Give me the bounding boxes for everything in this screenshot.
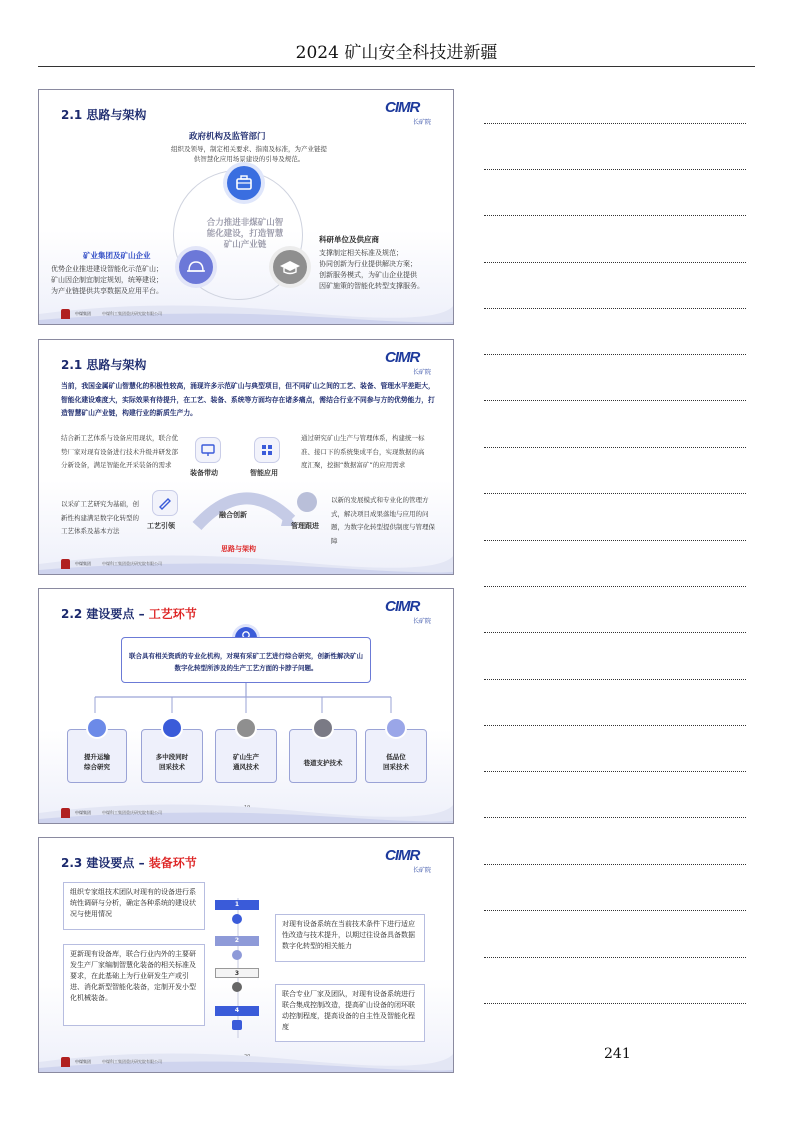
item-card-3: 矿山生产 通风技术 — [215, 729, 277, 783]
company-logo-icon — [61, 559, 70, 569]
cycle-arrow — [189, 480, 299, 530]
helmet-icon-circle — [179, 250, 213, 284]
step-icon-3 — [232, 982, 242, 992]
step-icon-4 — [232, 1020, 242, 1030]
note-line — [484, 493, 746, 494]
process-icon-box — [152, 490, 178, 516]
slide-title: 2.3 建设要点 – 装备环节 — [61, 856, 197, 870]
mgmt-label: 管理跟进 — [291, 522, 319, 530]
note-line — [484, 169, 746, 170]
note-line — [484, 771, 746, 772]
slide-title: 2.2 建设要点 – 工艺环节 — [61, 607, 197, 621]
step-icon-1 — [232, 914, 242, 924]
right-list: 支撑制定相关标准及规范； 协同创新为行业提供解决方案； 创新服务模式，为矿山企业提供 因矿施策的智能化转型支撑服务。 — [319, 249, 424, 290]
note-line — [484, 864, 746, 865]
page-header: 2024 矿山安全科技进新疆 — [295, 43, 498, 63]
left-list: 优势企业推进建设智能化示范矿山； 矿山因企制宜制定规划，统筹建设； 为产业链提供共享数据及应用平台。 — [51, 265, 163, 295]
note-line — [484, 215, 746, 216]
cimr-logo: CIMR 长矿院 — [385, 847, 431, 874]
briefcase-icon-circle — [227, 166, 261, 200]
note-line — [484, 586, 746, 587]
note-line — [484, 262, 746, 263]
note-line — [484, 957, 746, 958]
item-card-5: 低品位 回采技术 — [365, 729, 427, 783]
top-right-text: 通过研究矿山生产与管理体系，构建统一标准、接口下的系统集成平台，实现数据的高度汇聚，挖掘“数据富矿”的应用需求 — [301, 434, 425, 469]
slide-footer: 中煤集团 中煤科工集团重庆研究院有限公司 — [61, 808, 162, 818]
slide-title: 2.1 思路与架构 — [61, 358, 147, 372]
left-heading: 矿业集团及矿山企业 — [83, 251, 151, 260]
header-rule — [38, 66, 755, 67]
fusion-label: 融合创新 — [219, 511, 247, 519]
note-line — [484, 540, 746, 541]
note-line — [484, 725, 746, 726]
bottom-right-text: 以新的发展模式和专业化的管理方式，解决项目成果落地与应用的问题，为数字化转型提供制度与管理保障 — [331, 496, 435, 545]
slide-3 — [38, 588, 454, 824]
item-card-2: 多中段同时 回采技术 — [141, 729, 203, 783]
slide-footer: 中煤集团 中煤科工集团重庆研究院有限公司 — [61, 559, 162, 569]
note-line — [484, 123, 746, 124]
drill-icon — [153, 491, 177, 515]
slide-footer: 中煤集团 中煤科工集团重庆研究院有限公司 — [61, 309, 162, 319]
cimr-logo: CIMR 长矿院 — [385, 598, 431, 625]
slide-2 — [38, 339, 454, 575]
bottom-left-text: 以采矿工艺研究为基础，创新性构建满足数字化转型的工艺体系及基本方法 — [61, 500, 139, 535]
slide-4 — [38, 837, 454, 1073]
note-line — [484, 632, 746, 633]
item-icon-1 — [86, 717, 108, 739]
right-heading: 科研单位及供应商 — [319, 235, 379, 244]
helmet-icon — [179, 250, 213, 284]
step-4: 4 — [215, 1006, 259, 1016]
top-text: 组织及领导，制定相关要求、指南及标准，为产业链提供智慧化应用场景建设的引导及规范。 — [171, 145, 327, 163]
box-4: 联合专业厂家及团队，对现有设备系统进行联合集成控制改造，提高矿山设备的闭环联动控制程度，提高设备的自主性及智能化程度 — [275, 984, 425, 1042]
note-line — [484, 910, 746, 911]
note-line — [484, 817, 746, 818]
note-line — [484, 447, 746, 448]
step-1: 1 — [215, 900, 259, 910]
box-2: 对现有设备系统在当前技术条件下进行适应性改造与技术提升，以期过往设备具备数据数字化转型的相关能力 — [275, 914, 425, 962]
top-heading: 政府机构及监管部门 — [189, 132, 266, 142]
top-left-text: 结合新工艺体系与设备应用现状，联合优势厂家对现有设备进行技术升级并研发部分新设备，满足智能化开采装备的需求 — [61, 434, 178, 469]
mgmt-icon-circle — [297, 492, 317, 512]
cimr-logo: CIMR 长矿院 — [385, 349, 431, 376]
note-line — [484, 308, 746, 309]
item-icon-2 — [161, 717, 183, 739]
equipment-icon-box — [195, 437, 221, 463]
step-2: 2 — [215, 936, 259, 946]
box-1: 组织专家组技术团队对现有的设备进行系统性调研与分析，确定各种系统的建设状况与使用情况 — [63, 882, 205, 930]
center-text: 合力推进非煤矿山智能化建设，打造智慧矿山产业链 — [206, 218, 284, 250]
smart-label: 智能应用 — [250, 469, 278, 477]
smart-icon-box — [254, 437, 280, 463]
box-3: 更新现有设备库，联合行业内外的主要研发生产厂家编制智慧化装备的相关标准及要求，在此基础上为行业研发生产或引进、消化新型智能化装备，定制开发小型化机械装备。 — [63, 944, 205, 1026]
step-icon-2 — [232, 950, 242, 960]
cimr-logo: CIMR 长矿院 — [385, 99, 431, 126]
company-logo-icon — [61, 1057, 70, 1067]
slide-footer: 中煤集团 中煤科工集团重庆研究院有限公司 — [61, 1057, 162, 1067]
graduation-cap-icon — [273, 250, 307, 284]
step-3: 3 — [215, 968, 259, 978]
process-label: 工艺引领 — [147, 522, 175, 530]
note-line — [484, 354, 746, 355]
note-line — [484, 1003, 746, 1004]
item-icon-4 — [312, 717, 334, 739]
company-logo-icon — [61, 309, 70, 319]
main-box: 联合具有相关资质的专业化机构，对現有采矿工艺进行综合研究，创新性解决矿山数字化转型所涉及的生产工艺方面的卡脖子问题。 — [121, 637, 371, 683]
connector-lines — [39, 683, 454, 719]
bottom-label: 思路与架构 — [221, 545, 256, 553]
apps-icon — [255, 438, 279, 462]
company-logo-icon — [61, 808, 70, 818]
intro-text: 当前，我国金属矿山智慧化的积极性较高，涌现许多示范矿山与典型项目，但不同矿山之间的工艺、装备、管理水平差距大，智能化建设难度大，实际效果有待提升，在工艺、装备、系统等方面均存在诸多痛点，需结合行业不同参与方的优势能力，打造智慧矿山产业链，构建行业的新质生产力。 — [61, 382, 435, 417]
equipment-label: 装备带动 — [190, 469, 218, 477]
briefcase-icon — [227, 166, 261, 200]
note-line — [484, 679, 746, 680]
item-card-4: 巷道支护技术 — [289, 729, 357, 783]
item-icon-3 — [235, 717, 257, 739]
item-icon-5 — [385, 717, 407, 739]
item-card-1: 提升运输 综合研究 — [67, 729, 127, 783]
page-number: 241 — [604, 1046, 631, 1062]
monitor-icon — [196, 438, 220, 462]
grad-icon-circle — [273, 250, 307, 284]
slide-title: 2.1 思路与架构 — [61, 108, 147, 122]
note-line — [484, 400, 746, 401]
slide-1 — [38, 89, 454, 325]
